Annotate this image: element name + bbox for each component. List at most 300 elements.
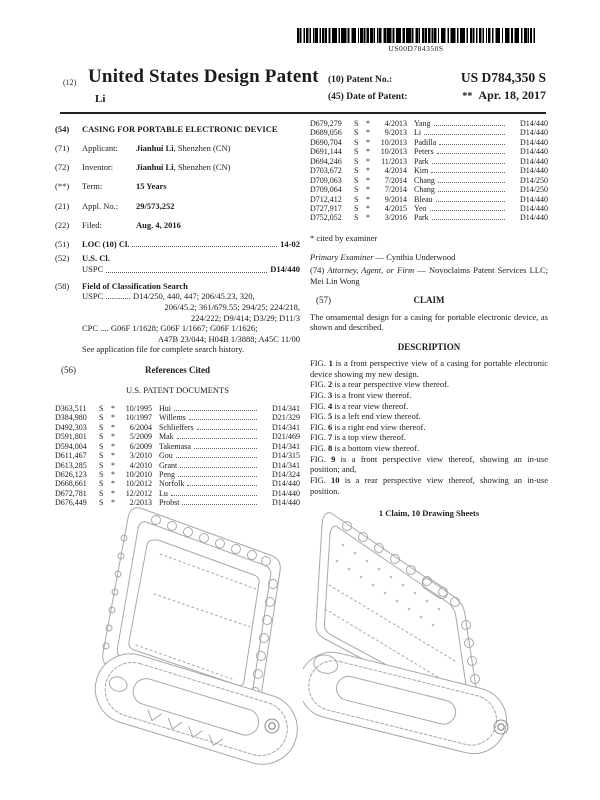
ref-date: 6/2009 [129, 441, 152, 451]
table-row [55, 404, 300, 413]
ref-patent-number: D672,781 [55, 488, 87, 498]
patent-date-value [462, 88, 546, 103]
ref-cited-marker: * [111, 479, 115, 489]
field-number: (**) [55, 181, 70, 192]
ref-inventor-name: Hui [159, 403, 171, 413]
dot-leader [132, 239, 277, 248]
ref-date: 7/2014 [384, 175, 407, 185]
ref-classification: D14/440 [520, 203, 548, 213]
dot-leader [436, 201, 505, 202]
applicant-location: , Shenzhen (CN) [173, 143, 231, 154]
field-number: (56) [61, 365, 76, 375]
table-row [55, 470, 300, 479]
patent-number-code: (10) [328, 75, 344, 85]
figure-front-perspective-drawing [64, 496, 304, 798]
loc-class-code: 14-02 [280, 238, 300, 249]
ref-inventor-name: Schlieffers [159, 422, 194, 432]
ref-cited-marker: * [111, 422, 115, 432]
table-row [55, 442, 300, 451]
ref-inventor-name: Gou [159, 451, 173, 461]
patent-number-row [328, 70, 546, 86]
ref-patent-number: D709,063 [310, 175, 342, 185]
cpc-search-line: A47B 23/044; H04B 1/3888; A45C 11/00 [157, 333, 300, 344]
applicant-name: Jianhui Li [136, 143, 174, 154]
dash: — [375, 252, 385, 263]
field-number: (22) [55, 219, 70, 230]
ref-patent-number: D492,303 [55, 422, 87, 432]
ref-kind-code: S [99, 432, 104, 442]
ref-cited-marker: * [111, 460, 115, 470]
us-class-value [82, 253, 300, 274]
inventor-label: Inventor: [82, 162, 114, 173]
dot-leader [197, 429, 257, 430]
right-column [310, 119, 548, 519]
ref-inventor-name: Chang [414, 175, 435, 185]
fig-abbrev: FIG. [310, 411, 326, 422]
table-row [310, 166, 548, 175]
ref-cited-marker: * [111, 413, 115, 423]
field-loc-class [55, 239, 300, 250]
fig-number: 9 [331, 453, 336, 464]
table-row [310, 185, 548, 194]
ref-kind-code: S [354, 166, 359, 176]
table-row [310, 213, 548, 222]
ref-classification: D14/341 [272, 422, 300, 432]
ref-patent-number: D611,467 [55, 451, 87, 461]
ref-patent-number: D689,056 [310, 128, 342, 138]
field-applicant [55, 143, 300, 154]
ref-inventor-name: Li [414, 128, 422, 138]
fig-number: 4 [327, 400, 333, 411]
figure-description-line [310, 401, 548, 412]
ref-cited-marker: * [366, 166, 370, 176]
fig-text: is a front perspective view thereof, showing an in-use position; and, [310, 453, 548, 475]
references-table-left [55, 404, 300, 508]
ref-date: 4/2014 [384, 166, 407, 176]
ref-cited-marker: * [111, 498, 115, 508]
ref-patent-number: D679,279 [310, 119, 342, 128]
inventor-name: Jianhui Li [136, 162, 174, 173]
ref-date: 4/2013 [384, 119, 407, 128]
ref-date: 10/1995 [125, 403, 152, 413]
table-row [55, 461, 300, 470]
ref-cited-marker: * [111, 432, 115, 442]
fig-abbrev: FIG. [310, 453, 326, 464]
uspc-search-line: 224/222; D9/414; D3/29; D11/3 [190, 312, 300, 323]
ref-cited-marker: * [366, 203, 370, 213]
ref-patent-number: D727,917 [310, 203, 342, 213]
invention-title: CASING FOR PORTABLE ELECTRONIC DEVICE [82, 124, 278, 134]
field-number: (58) [55, 280, 70, 291]
dot-leader [438, 182, 505, 183]
ref-inventor-name: Mak [159, 432, 174, 442]
dot-leader [432, 219, 505, 220]
ref-cited-marker: * [111, 441, 115, 451]
ref-cited-marker: * [366, 147, 370, 157]
ref-date: 11/2013 [381, 156, 407, 166]
search-history-note: See application file for complete search history. [82, 344, 245, 355]
fig-abbrev: FIG. [310, 474, 326, 485]
ref-date: 12/2012 [125, 488, 152, 498]
ref-inventor-name: Yang [414, 119, 431, 128]
ref-classification: D14/440 [520, 119, 548, 128]
appl-no-value: 29/573,252 [136, 200, 175, 211]
ref-inventor-name: Chang [414, 185, 435, 195]
table-row [310, 147, 548, 156]
page-title: United States Design Patent [88, 66, 319, 87]
figure-descriptions [310, 358, 548, 496]
ref-inventor-name: Peng [159, 469, 175, 479]
ref-date: 10/2013 [380, 147, 407, 157]
ref-inventor-name: Lu [159, 488, 168, 498]
field-term [55, 181, 300, 192]
field-number: (54) [55, 124, 70, 134]
fig-number: 10 [331, 474, 340, 485]
table-row [55, 413, 300, 422]
ref-date: 9/2014 [384, 194, 407, 204]
ref-classification: D14/440 [272, 488, 300, 498]
table-row [55, 479, 300, 488]
ref-date: 5/2009 [129, 432, 152, 442]
ref-kind-code: S [354, 175, 359, 185]
cpc-search-line: CPC .... G06F 1/1628; G06F 1/1667; G06F 1/1626; [82, 323, 258, 334]
term-value: 15 Years [136, 181, 167, 192]
ref-date: 9/2013 [384, 128, 407, 138]
ref-kind-code: S [99, 498, 104, 508]
patent-number-caption: Patent No.: [346, 75, 393, 85]
ref-classification: D14/440 [520, 128, 548, 138]
patent-date-code: (45) [328, 92, 344, 102]
loc-class-label: LOC (10) Cl. [82, 238, 130, 249]
filed-value: Aug. 4, 2016 [136, 219, 181, 230]
ref-kind-code: S [99, 451, 104, 461]
ref-kind-code: S [354, 203, 359, 213]
figure-description-line [310, 390, 548, 401]
table-row [310, 176, 548, 185]
dot-leader [106, 264, 267, 273]
term-label: Term: [82, 181, 103, 192]
ref-kind-code: S [99, 403, 104, 413]
ref-inventor-name: Peters [414, 147, 434, 157]
figure-description-line [310, 379, 548, 390]
ref-classification: D14/250 [520, 175, 548, 185]
fig-abbrev: FIG. [310, 389, 326, 400]
fig-text: is a rear view thereof. [334, 400, 409, 411]
fig-number: 3 [327, 389, 333, 400]
ref-cited-marker: * [366, 137, 370, 147]
fig-text: is a right end view thereof. [334, 421, 426, 432]
fig-abbrev: FIG. [310, 432, 326, 443]
ref-patent-number: D694,246 [310, 156, 342, 166]
dot-leader [430, 210, 505, 211]
fig-abbrev: FIG. [310, 400, 326, 411]
ref-patent-number: D594,004 [55, 441, 87, 451]
table-row [310, 119, 548, 128]
dot-leader [438, 191, 505, 192]
ref-patent-number: D363,511 [55, 403, 87, 413]
barcode-text: US00D784350S [388, 44, 444, 53]
figure-description-line [310, 411, 548, 422]
claims-sheets-note: 1 Claim, 10 Drawing Sheets [378, 508, 480, 519]
appl-no-label: Appl. No.: [82, 200, 119, 211]
fig-abbrev: FIG. [310, 358, 326, 369]
claim-heading-text: CLAIM [413, 295, 445, 306]
inventor-location: , Shenzhen (CN) [173, 162, 231, 173]
fig-text: is a front view thereof. [334, 389, 412, 400]
ref-classification: D14/440 [520, 166, 548, 176]
ref-kind-code: S [99, 413, 104, 423]
us-class-label: U.S. Cl. [82, 253, 110, 264]
ref-date: 10/2012 [125, 479, 152, 489]
ref-kind-code: S [354, 137, 359, 147]
us-patent-documents-subheading: U.S. PATENT DOCUMENTS [126, 385, 229, 396]
attorney-label: Attorney, Agent, or Firm [327, 265, 415, 276]
patent-date-caption: Date of Patent: [346, 92, 408, 102]
table-row [310, 128, 548, 137]
ref-date: 3/2016 [384, 213, 407, 223]
term-asterisks: ** [462, 91, 473, 102]
field-number: (21) [55, 200, 70, 211]
ref-cited-marker: * [366, 194, 370, 204]
ref-kind-code: S [99, 488, 104, 498]
ref-classification: D14/440 [520, 194, 548, 204]
header-right [328, 70, 546, 105]
table-row [55, 423, 300, 432]
kind-code: (12) [63, 78, 77, 87]
description-heading: DESCRIPTION [397, 341, 461, 352]
dot-leader [431, 172, 505, 173]
figure-description-line [310, 422, 548, 433]
ref-classification: D14/440 [520, 213, 548, 223]
examiner-name: Cynthia Underwood [386, 252, 456, 263]
ref-patent-number: D752,052 [310, 213, 342, 223]
ref-kind-code: S [99, 479, 104, 489]
ref-date: 7/2014 [384, 185, 407, 195]
primary-examiner-line [310, 252, 548, 263]
field-number: (72) [55, 162, 70, 173]
ref-patent-number: D709,064 [310, 185, 342, 195]
ref-patent-number: D690,704 [310, 137, 342, 147]
figure-description-line [310, 358, 548, 379]
field-appl-no [55, 201, 300, 212]
filed-label: Filed: [82, 219, 102, 230]
ref-patent-number: D384,980 [55, 413, 87, 423]
ref-kind-code: S [354, 156, 359, 166]
dot-leader [194, 448, 257, 449]
classification-search-label: Field of Classification Search [82, 280, 188, 291]
examiner-label: Primary Examiner [310, 252, 374, 263]
uspc-search-line: 206/45.2; 361/679.55; 294/25; 224/218, [164, 301, 300, 312]
figure-description-line [310, 443, 548, 454]
figure-description-line [310, 432, 548, 443]
ref-inventor-name: Padilla [414, 137, 437, 147]
field-number: (51) [55, 238, 70, 249]
field-number: (71) [55, 143, 70, 154]
field-filed [55, 220, 300, 231]
ref-patent-number: D626,123 [55, 469, 87, 479]
ref-patent-number: D691,144 [310, 147, 342, 157]
fig-abbrev: FIG. [310, 443, 326, 454]
ref-patent-number: D703,672 [310, 166, 342, 176]
ref-kind-code: S [354, 147, 359, 157]
table-row [310, 138, 548, 147]
fig-number: 5 [327, 411, 333, 422]
ref-cited-marker: * [366, 175, 370, 185]
fig-text: is a rear perspective view thereof, showing an in-use position. [310, 474, 549, 496]
ref-classification: D14/440 [272, 479, 300, 489]
ref-date: 10/2010 [125, 469, 152, 479]
loc-class-value [82, 239, 300, 250]
patent-number-label [328, 75, 392, 85]
ref-cited-marker: * [366, 156, 370, 166]
field-number: (74) [310, 265, 325, 276]
ref-cited-marker: * [366, 213, 370, 223]
barcode-icon [297, 28, 535, 43]
ref-kind-code: S [99, 469, 104, 479]
ref-kind-code: S [354, 194, 359, 204]
ref-date: 3/2010 [129, 451, 152, 461]
ref-cited-marker: * [366, 128, 370, 138]
ref-inventor-name: Willems [159, 413, 186, 423]
patent-number-value: US D784,350 S [460, 70, 546, 85]
cited-by-examiner-note: * cited by examiner [310, 232, 378, 243]
ref-kind-code: S [354, 119, 359, 128]
patent-date-label [328, 92, 407, 102]
ref-inventor-name: Norfolk [159, 479, 185, 489]
barcode-block [297, 28, 535, 53]
references-cited-title: References Cited [144, 365, 211, 375]
ref-kind-code: S [99, 441, 104, 451]
dash: — [417, 265, 426, 276]
ref-inventor-name: Park [414, 213, 429, 223]
dot-leader [177, 438, 257, 439]
uspc-code: D14/440 [270, 264, 300, 274]
applicant-value [136, 143, 300, 154]
ref-classification: D14/440 [520, 147, 548, 157]
dot-leader [439, 144, 505, 145]
ref-patent-number: D613,285 [55, 460, 87, 470]
ref-date: 6/2004 [129, 422, 152, 432]
figure-description-line [310, 475, 548, 496]
fig-abbrev: FIG. [310, 421, 326, 432]
dot-leader [174, 410, 257, 411]
attorney-name: Novoclaims Patent Services LLC; Mei Lin Wong [310, 265, 549, 286]
ref-classification: D14/341 [272, 441, 300, 451]
dot-leader [424, 134, 505, 135]
ref-cited-marker: * [366, 185, 370, 195]
dot-leader [176, 457, 257, 458]
claim-text: The ornamental design for a casing for portable electronic device, as shown and described. [310, 311, 548, 333]
dot-leader [187, 485, 257, 486]
inventor-value [136, 162, 300, 173]
left-column [55, 124, 300, 508]
ref-inventor-name: Grant [159, 460, 178, 470]
field-us-class [55, 253, 300, 274]
fig-number: 7 [327, 432, 333, 443]
ref-kind-code: S [99, 422, 104, 432]
attorney-line [310, 265, 548, 286]
table-row [55, 432, 300, 441]
references-cited-heading [55, 365, 300, 376]
fig-number: 2 [327, 379, 333, 390]
ref-classification: D14/440 [272, 498, 300, 508]
ref-patent-number: D712,412 [310, 194, 342, 204]
field-title [55, 124, 300, 135]
uspc-search-line: USPC ............ D14/250, 440, 447; 206/45.23, 320, [82, 291, 255, 302]
ref-kind-code: S [354, 185, 359, 195]
ref-patent-number: D591,801 [55, 432, 87, 442]
references-table-right [310, 119, 548, 223]
table-row [310, 195, 548, 204]
dot-leader [432, 163, 505, 164]
figure-rear-perspective-drawing [303, 499, 565, 777]
ref-date: 2/2013 [129, 498, 152, 508]
ref-classification: D21/469 [272, 432, 300, 442]
ref-classification: D14/324 [272, 469, 300, 479]
ref-inventor-name: Yeo [414, 203, 427, 213]
dot-leader [180, 467, 257, 468]
ref-cited-marker: * [111, 403, 115, 413]
ref-kind-code: S [354, 213, 359, 223]
fig-text: is a top view thereof. [334, 432, 406, 443]
applicant-label: Applicant: [82, 143, 118, 154]
uspc-label: USPC [82, 264, 104, 274]
ref-inventor-name: Bleau [414, 194, 433, 204]
header-divider [60, 112, 546, 114]
dot-leader [437, 153, 505, 154]
dot-leader [178, 476, 257, 477]
table-row [55, 451, 300, 460]
fig-number: 1 [328, 358, 333, 369]
fig-text: is a rear perspective view thereof. [334, 379, 450, 390]
fig-abbrev: FIG. [310, 379, 326, 390]
table-row [310, 204, 548, 213]
ref-cited-marker: * [111, 469, 115, 479]
ref-inventor-name: Probst [159, 498, 180, 508]
ref-classification: D14/440 [520, 156, 548, 166]
ref-inventor-name: Park [414, 156, 429, 166]
ref-date: 4/2010 [129, 460, 152, 470]
field-number: (52) [55, 253, 70, 264]
field-inventor [55, 162, 300, 173]
ref-patent-number: D676,449 [55, 498, 87, 508]
patent-date-text: Apr. 18, 2017 [478, 88, 546, 102]
figure-description-line [310, 454, 548, 475]
ref-inventor-name: Takemasa [159, 441, 191, 451]
dot-leader [189, 419, 257, 420]
field-classification-search [55, 281, 300, 355]
ref-kind-code: S [354, 128, 359, 138]
ref-cited-marker: * [366, 119, 370, 128]
ref-kind-code: S [99, 460, 104, 470]
ref-classification: D14/341 [272, 460, 300, 470]
fig-number: 6 [327, 421, 333, 432]
table-row [310, 157, 548, 166]
field-number: (57) [316, 295, 331, 306]
ref-date: 10/1997 [125, 413, 152, 423]
ref-inventor-name: Kim [414, 166, 429, 176]
dot-leader [434, 125, 505, 126]
fig-number: 8 [327, 443, 333, 454]
claim-heading [310, 295, 548, 306]
patent-date-row [328, 88, 546, 103]
ref-date: 10/2013 [380, 137, 407, 147]
ref-date: 4/2015 [384, 203, 407, 213]
ref-classification: D14/250 [520, 185, 548, 195]
fig-text: is a front perspective view of a casing for portable electronic device showing my new design. [310, 358, 549, 379]
inventor-surname: Li [95, 93, 106, 105]
ref-classification: D14/341 [272, 403, 300, 413]
